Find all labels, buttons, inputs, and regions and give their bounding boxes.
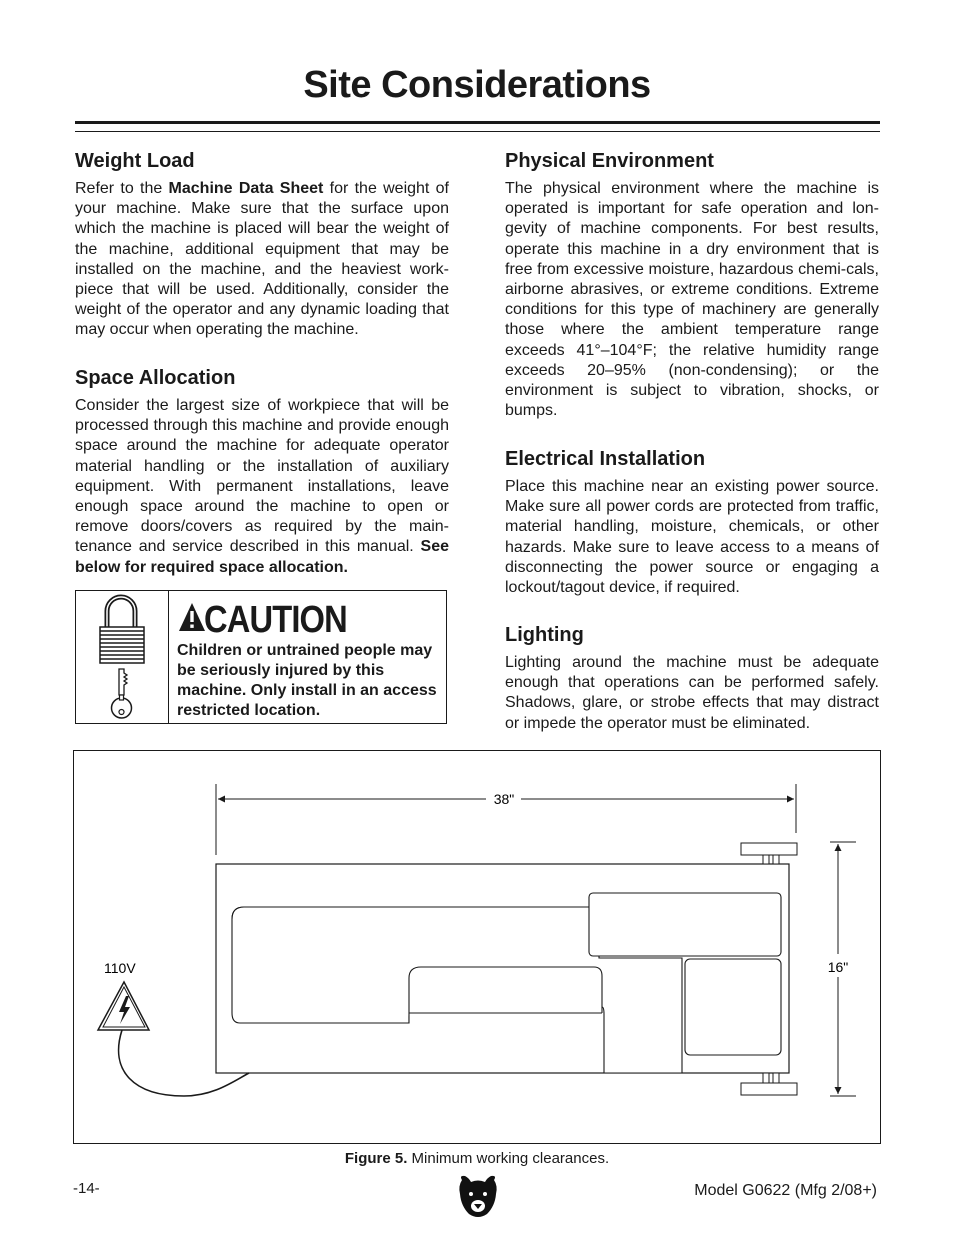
depth-label: 16" xyxy=(827,959,849,975)
lighting-text: Lighting around the machine must be adequate enough that operations can be performed safely. Shadows, glare, or strobe effects that may distract or impede the operator must be eliminated. xyxy=(505,654,879,732)
space-allocation-heading: Space Allocation xyxy=(75,367,236,389)
lighting-section xyxy=(505,624,879,734)
weight-load-heading: Weight Load xyxy=(75,150,195,172)
motor-housing xyxy=(685,959,781,1055)
clearance-diagram xyxy=(74,751,879,1142)
figure-number: Figure 5. xyxy=(344,1150,408,1167)
lighting-heading: Lighting xyxy=(505,624,584,646)
page-number: -14- xyxy=(73,1180,100,1197)
weight-load-text: Refer to the Machine Data Sheet for the weight of your machine. Make sure that the surface upon which the machine is placed will bear the weight of the machine, additional equipment that may be installed on the machine, and the heaviest work-piece that will be used. Additionally, consider the weight of the operator and any dynamic loading that may occur when operating the machine. xyxy=(75,180,449,339)
power-label: 110V xyxy=(104,960,136,976)
space-allocation-text: Consider the largest size of workpiece that will be processed through this machine and provide enough space around the machine for adequate operator material handling or the installation of auxiliary equipment. With permanent installations, leave enough space around the machine to open or remove doors/covers as required by the main-tenance and service described in this manual. See below for required space allocation. xyxy=(75,397,449,576)
weight-load-section xyxy=(75,150,449,341)
width-label: 38" xyxy=(493,791,515,807)
high-voltage-icon xyxy=(98,982,149,1030)
physical-environment-text: The physical environment where the machine is operated is important for safe operation and lon-gevity of machine components. For best results, operate this machine in a dry environment that is free from excessive moisture, hazardous chemi-cals, airborne abrasives, or extreme conditions. Extreme conditions for this type of machinery are generally those where the ambient temperature range exceeds 41°–104°F; the relative humidity range exceeds 20–95% (non-condensing); or the environment is subject to vibration, shocks, or bumps. xyxy=(505,180,879,420)
machine-data-sheet-ref: Machine Data Sheet xyxy=(168,180,324,197)
bear-logo-icon xyxy=(457,1174,499,1220)
space-allocation-section xyxy=(75,367,449,578)
page-title: Site Considerations xyxy=(303,64,651,106)
physical-environment-section xyxy=(505,150,879,421)
electrical-installation-section xyxy=(505,448,879,598)
top-handle xyxy=(741,843,797,855)
caution-message: Children or untrained people may be seriously injured by this machine. Only install in an access restricted location. xyxy=(177,642,437,719)
electrical-installation-text: Place this machine near an existing power source. Make sure all power cords are protected from traffic, material handling, moisture, chemicals, or other hazards. Make sure to leave access to a means of disconnecting the power source or engaging a lockout/tagout device, if required. xyxy=(505,478,879,597)
title-rule-thin xyxy=(75,131,880,132)
model-info: Model G0622 (Mfg 2/08+) xyxy=(694,1182,877,1199)
physical-environment-heading: Physical Environment xyxy=(505,150,714,172)
warning-triangle-icon xyxy=(178,602,206,632)
caution-title: CAUTION xyxy=(204,599,347,641)
lock-key-cell xyxy=(76,591,169,723)
upper-housing xyxy=(589,893,781,956)
padlock-key-icon xyxy=(76,591,166,723)
space-allocation-note: See below for required space allocation. xyxy=(75,538,449,576)
clearance-figure xyxy=(73,750,881,1144)
bottom-handle xyxy=(741,1083,797,1095)
caution-box xyxy=(75,590,447,724)
figure-caption: Figure 5. Minimum working clearances. xyxy=(344,1150,610,1167)
title-rule-thick xyxy=(75,121,880,124)
electrical-installation-heading: Electrical Installation xyxy=(505,448,706,470)
